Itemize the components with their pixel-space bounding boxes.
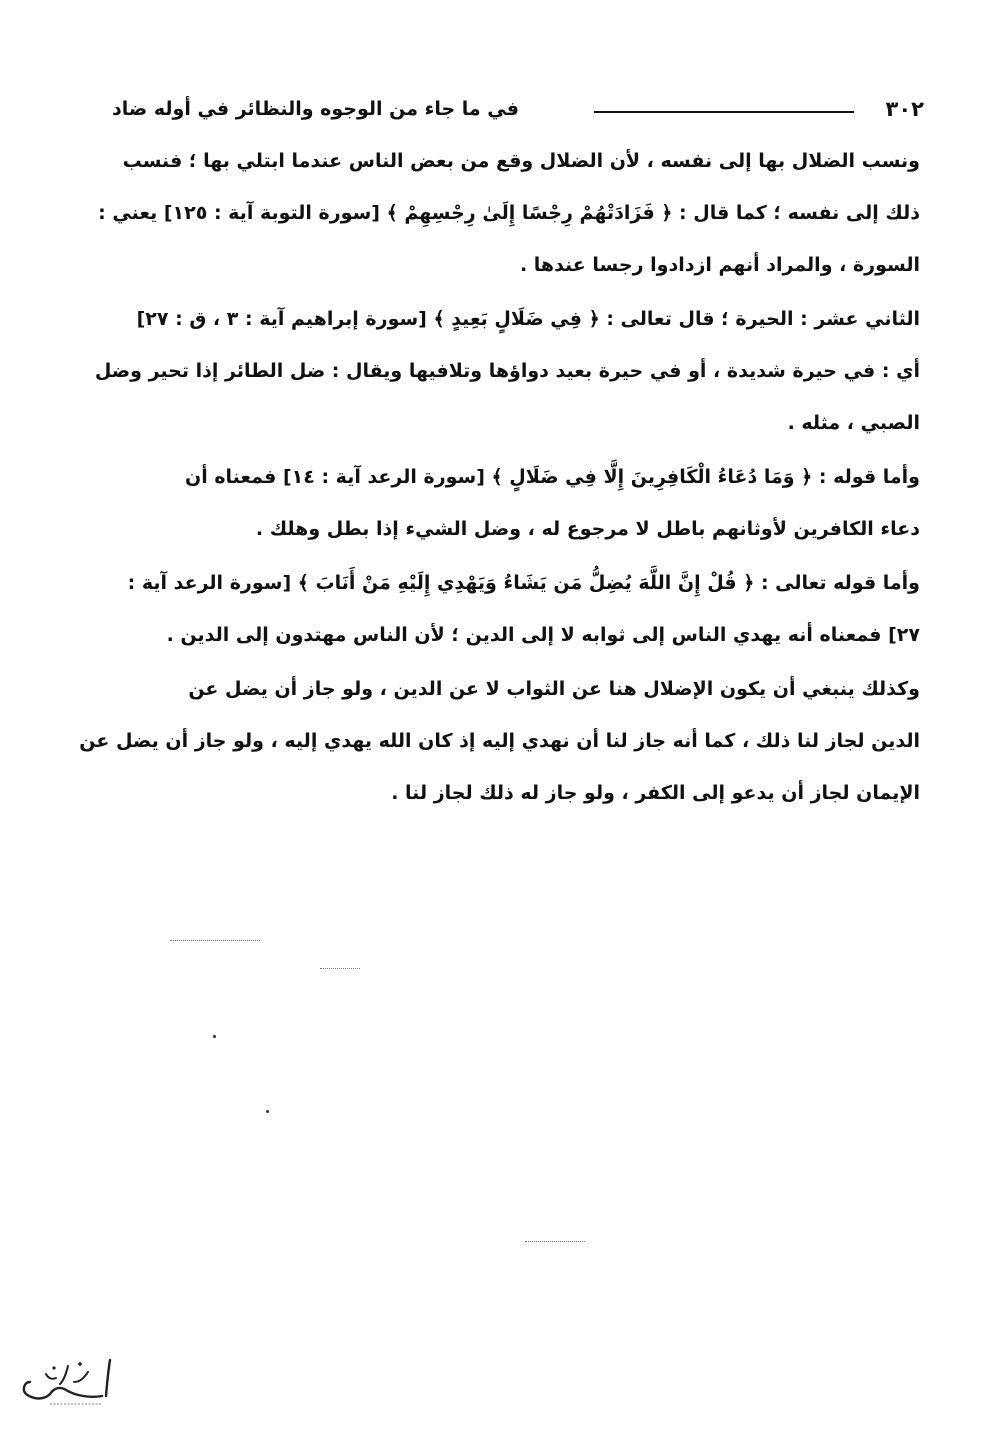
text-line: السورة ، والمراد أنهم ازدادوا رجسا عندها . [519,254,920,276]
page-header [112,96,924,126]
scan-speck [213,1035,216,1038]
scan-speck [266,1110,269,1113]
text-line: وأما قوله : ﴿ وَمَا دُعَاءُ الْكَافِرِينَ إِلَّا فِي ضَلَالٍ ﴾ [سورة الرعد آية : ١٤] فمعناه أن [184,466,920,488]
running-title: في ما جاء من الوجوه والنظائر في أوله ضاد [112,98,519,120]
scan-artifact [170,940,260,941]
scan-artifact [320,968,360,969]
text-line: ونسب الضلال بها إلى نفسه ، لأن الضلال وقع من بعض الناس عندما ابتلي بها ؛ فنسب [122,150,920,172]
text-line: وأما قوله تعالى : ﴿ قُلْ إِنَّ اللَّهَ يُضِلُّ مَن يَشَاءُ وَيَهْدِي إِلَيْهِ مَنْ أَنَابَ ﴾ [سورة الرعد آية : [127,572,920,594]
text-line: الصبي ، مثله . [787,412,920,434]
text-line: الدين لجاز لنا ذلك ، كما أنه جاز لنا أن نهدي إليه إذ كان الله يهدي إليه ، ولو جاز أن يضل عن [79,730,920,752]
paragraph-2 [94,293,920,449]
paragraph-5 [79,663,920,819]
scan-artifact [525,1241,585,1242]
page-number: ٣٠٢ [885,97,924,121]
paragraph-3 [120,451,920,555]
text-line: الإيمان لجاز أن يدعو إلى الكفر ، ولو جاز له ذلك لجاز لنا . [391,782,920,804]
text-line: ٢٧] فمعناه أنه يهدي الناس إلى ثوابه لا إلى الدين ؛ لأن الناس مهتدون إلى الدين . [166,624,920,646]
publisher-logo [10,1352,120,1414]
text-line: أي : في حيرة شديدة ، أو في حيرة بعيد دواؤها وتلافيها ويقال : ضل الطائر إذا تحير وضل [94,360,920,382]
paragraph-4 [120,557,920,661]
text-line: دعاء الكافرين لأوثانهم باطل لا مرجوع له ، وضل الشيء إذا بطل وهلك . [255,518,920,540]
body-text [79,135,920,819]
text-line: الثاني عشر : الحيرة ؛ قال تعالى : ﴿ فِي ضَلَالٍ بَعِيدٍ ﴾ [سورة إبراهيم آية : ٣ ، ق : ٢٧] [136,308,920,330]
text-line: وكذلك ينبغي أن يكون الإضلال هنا عن الثواب لا عن الدين ، ولو جاز أن يضل عن [188,678,920,700]
text-line: ذلك إلى نفسه ؛ كما قال : ﴿ فَزَادَتْهُمْ رِجْسًا إِلَىٰ رِجْسِهِمْ ﴾ [سورة التوبة آية : ١٢٥] يعني : [98,202,920,224]
paragraph-1 [98,135,920,291]
calligraphy-logo-icon [10,1352,120,1414]
header-rule [594,111,854,113]
